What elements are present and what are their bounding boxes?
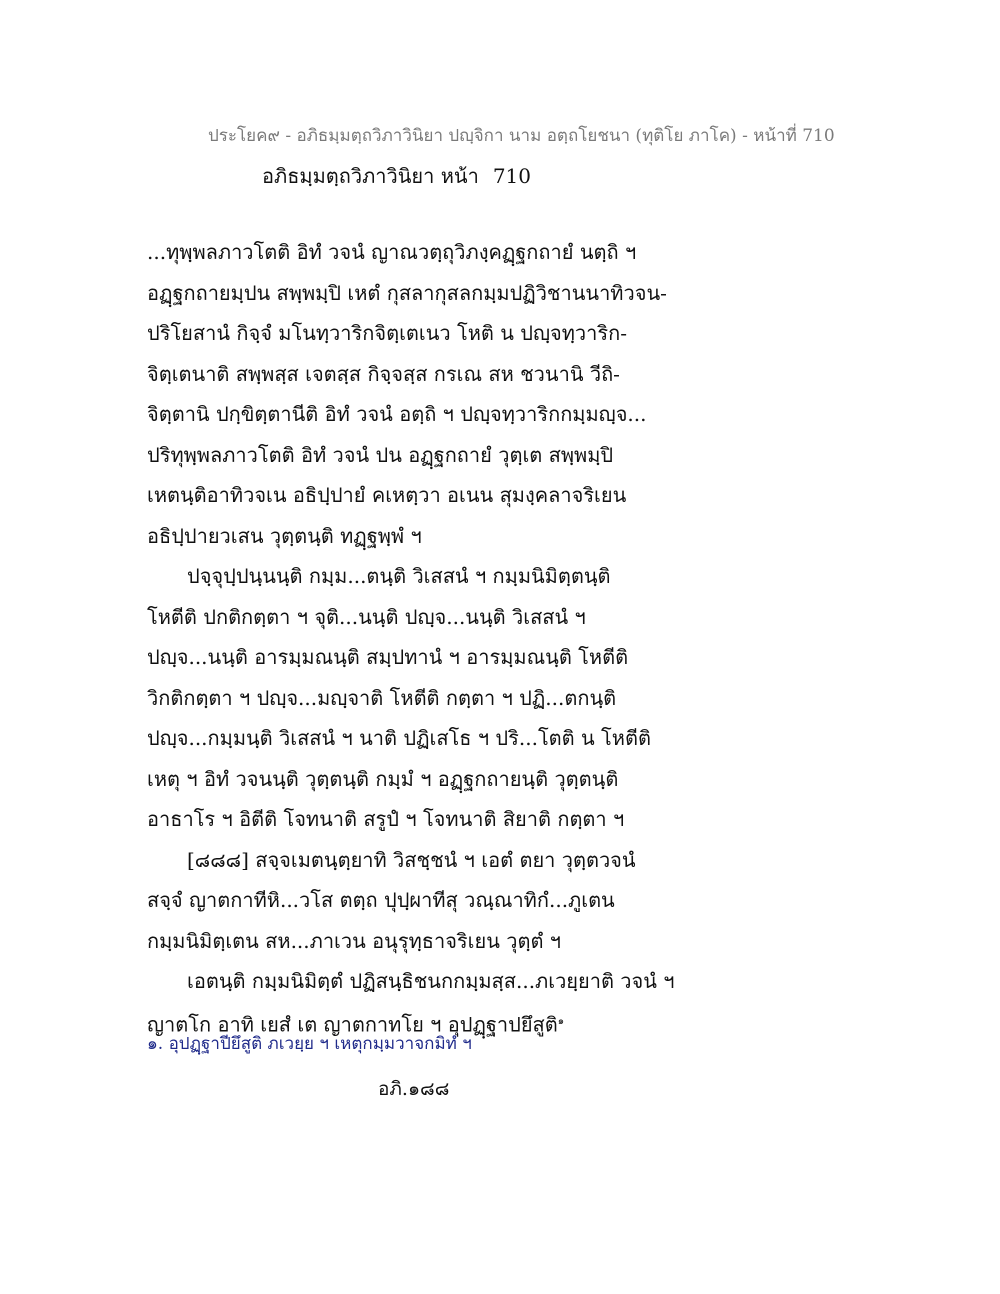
text-line: ปริทุพฺพลภาวโตติ อิทํ วจนํ ปน อฏฺฐกถายํ วุตฺเต สพฺพมฺปิ: [147, 442, 614, 467]
page-title: [262, 160, 531, 192]
text-line: ปญฺจ...กมฺมนฺติ วิเสสนํ ฯ นาติ ปฏิเสโธ ฯ ปริ...โตติ น โหตีติ: [147, 726, 651, 750]
text-line: สจฺจํ ญาตกาทีหิ...วโส ตตฺถ ปุปฺผาทีสุ วณฺณาทิกํ...ภูเตน: [147, 888, 615, 912]
text-line: [๘๘๘] สจฺจเมตนฺตฺยาทิ วิสชฺชนํ ฯ เอตํ ตยา วุตฺตวจนํ: [187, 847, 636, 872]
text-line: เอตนฺติ กมฺมนิมิตฺตํ ปฏิสนฺธิชนกกมฺมสฺส...ภเวยฺยาติ วจนํ ฯ: [187, 969, 675, 993]
text-line: วิกติกตฺตา ฯ ปญฺจ...มญฺจาติ โหตีติ กตฺตา ฯ ปฏิ...ตกนฺติ: [147, 685, 617, 710]
text-line: เหตนฺติอาทิวจเน อธิปฺปายํ คเหตฺวา อเนน สุมงฺคลาจริเยน: [147, 483, 627, 507]
page-signature: อภิ.๑๘๘: [378, 1078, 450, 1100]
text-line: โหตีติ ปกติกตฺตา ฯ จุติ...นนฺติ ปญฺจ...นนฺติ วิเสสนํ ฯ: [147, 604, 586, 629]
text-line: อาธาโร ฯ อิตีติ โจทนาติ สรูปํ ฯ โจทนาติ สิยาติ กตฺตา ฯ: [147, 807, 625, 831]
page-title-text: อภิธมฺมตฺถวิภาวินิยา หน้า: [262, 164, 479, 188]
text-line: เหตุ ฯ อิทํ วจนนฺติ วุตฺตนฺติ กมฺมํ ฯ อฏฺฐกถายนฺติ วุตฺตนฺติ: [147, 766, 619, 791]
text-line: กมฺมนิมิตฺเตน สห...ภาเวน อนุรุทฺธาจริเยน วุตฺตํ ฯ: [147, 928, 562, 953]
body-text: [147, 232, 707, 1042]
text-line: อฏฺฐกถายมฺปน สพฺพมฺปิ เหตํ กุสลากุสลกมฺมปฏิวิชานนาทิวจน-: [147, 280, 667, 305]
text-line: อธิปฺปายวเสน วุตฺตนฺติ ทฏฺฐพฺพํ ฯ: [147, 523, 422, 548]
page-number: 710: [492, 164, 531, 188]
footnote: ๑. อุปฏฺฐาปียึสูติ ภเวยฺย ฯ เหตุกมฺมวาจกมิทํ ฯ: [147, 1034, 472, 1054]
text-line: จิตฺตานิ ปกฺขิตฺตานีติ อิทํ วจนํ อตฺถิ ฯ ปญฺจทฺวาริกกมฺมญฺจ...: [147, 402, 647, 426]
text-line: จิตฺเตนาติ สพฺพสฺส เจตสฺส กิจฺจสฺส กรเณ สห ชวนานิ วีถิ-: [147, 361, 620, 386]
text-line: ปริโยสานํ กิจฺจํ มโนทฺวาริกจิตฺเตเนว โหติ น ปญฺจทฺวาริก-: [147, 321, 627, 345]
running-header: ประโยค๙ - อภิธมฺมตฺถวิภาวินิยา ปญฺจิกา นาม อตฺถโยชนา (ทุติโย ภาโค) - หน้าที่ 710: [208, 126, 835, 146]
text-line: ปญฺจ...นนฺติ อารมฺมณนฺติ สมฺปทานํ ฯ อารมฺมณนฺติ โหตีติ: [147, 645, 629, 669]
footnote-marker: ๑: [557, 1015, 565, 1027]
text-line: ...ทุพฺพลภาวโตติ อิทํ วจนํ ญาณวตฺถุวิภงฺคฏฺฐกถายํ นตฺถิ ฯ: [147, 240, 637, 264]
text-line-content: ญาตโก อาทิ เยสํ เต ญาตกาทโย ฯ อุปฏฺฐาปยึสูติ: [147, 1012, 558, 1037]
text-line: ปจฺจุปฺปนฺนนฺติ กมฺม...ตนฺติ วิเสสนํ ฯ กมฺมนิมิตฺตนฺติ: [187, 564, 611, 588]
